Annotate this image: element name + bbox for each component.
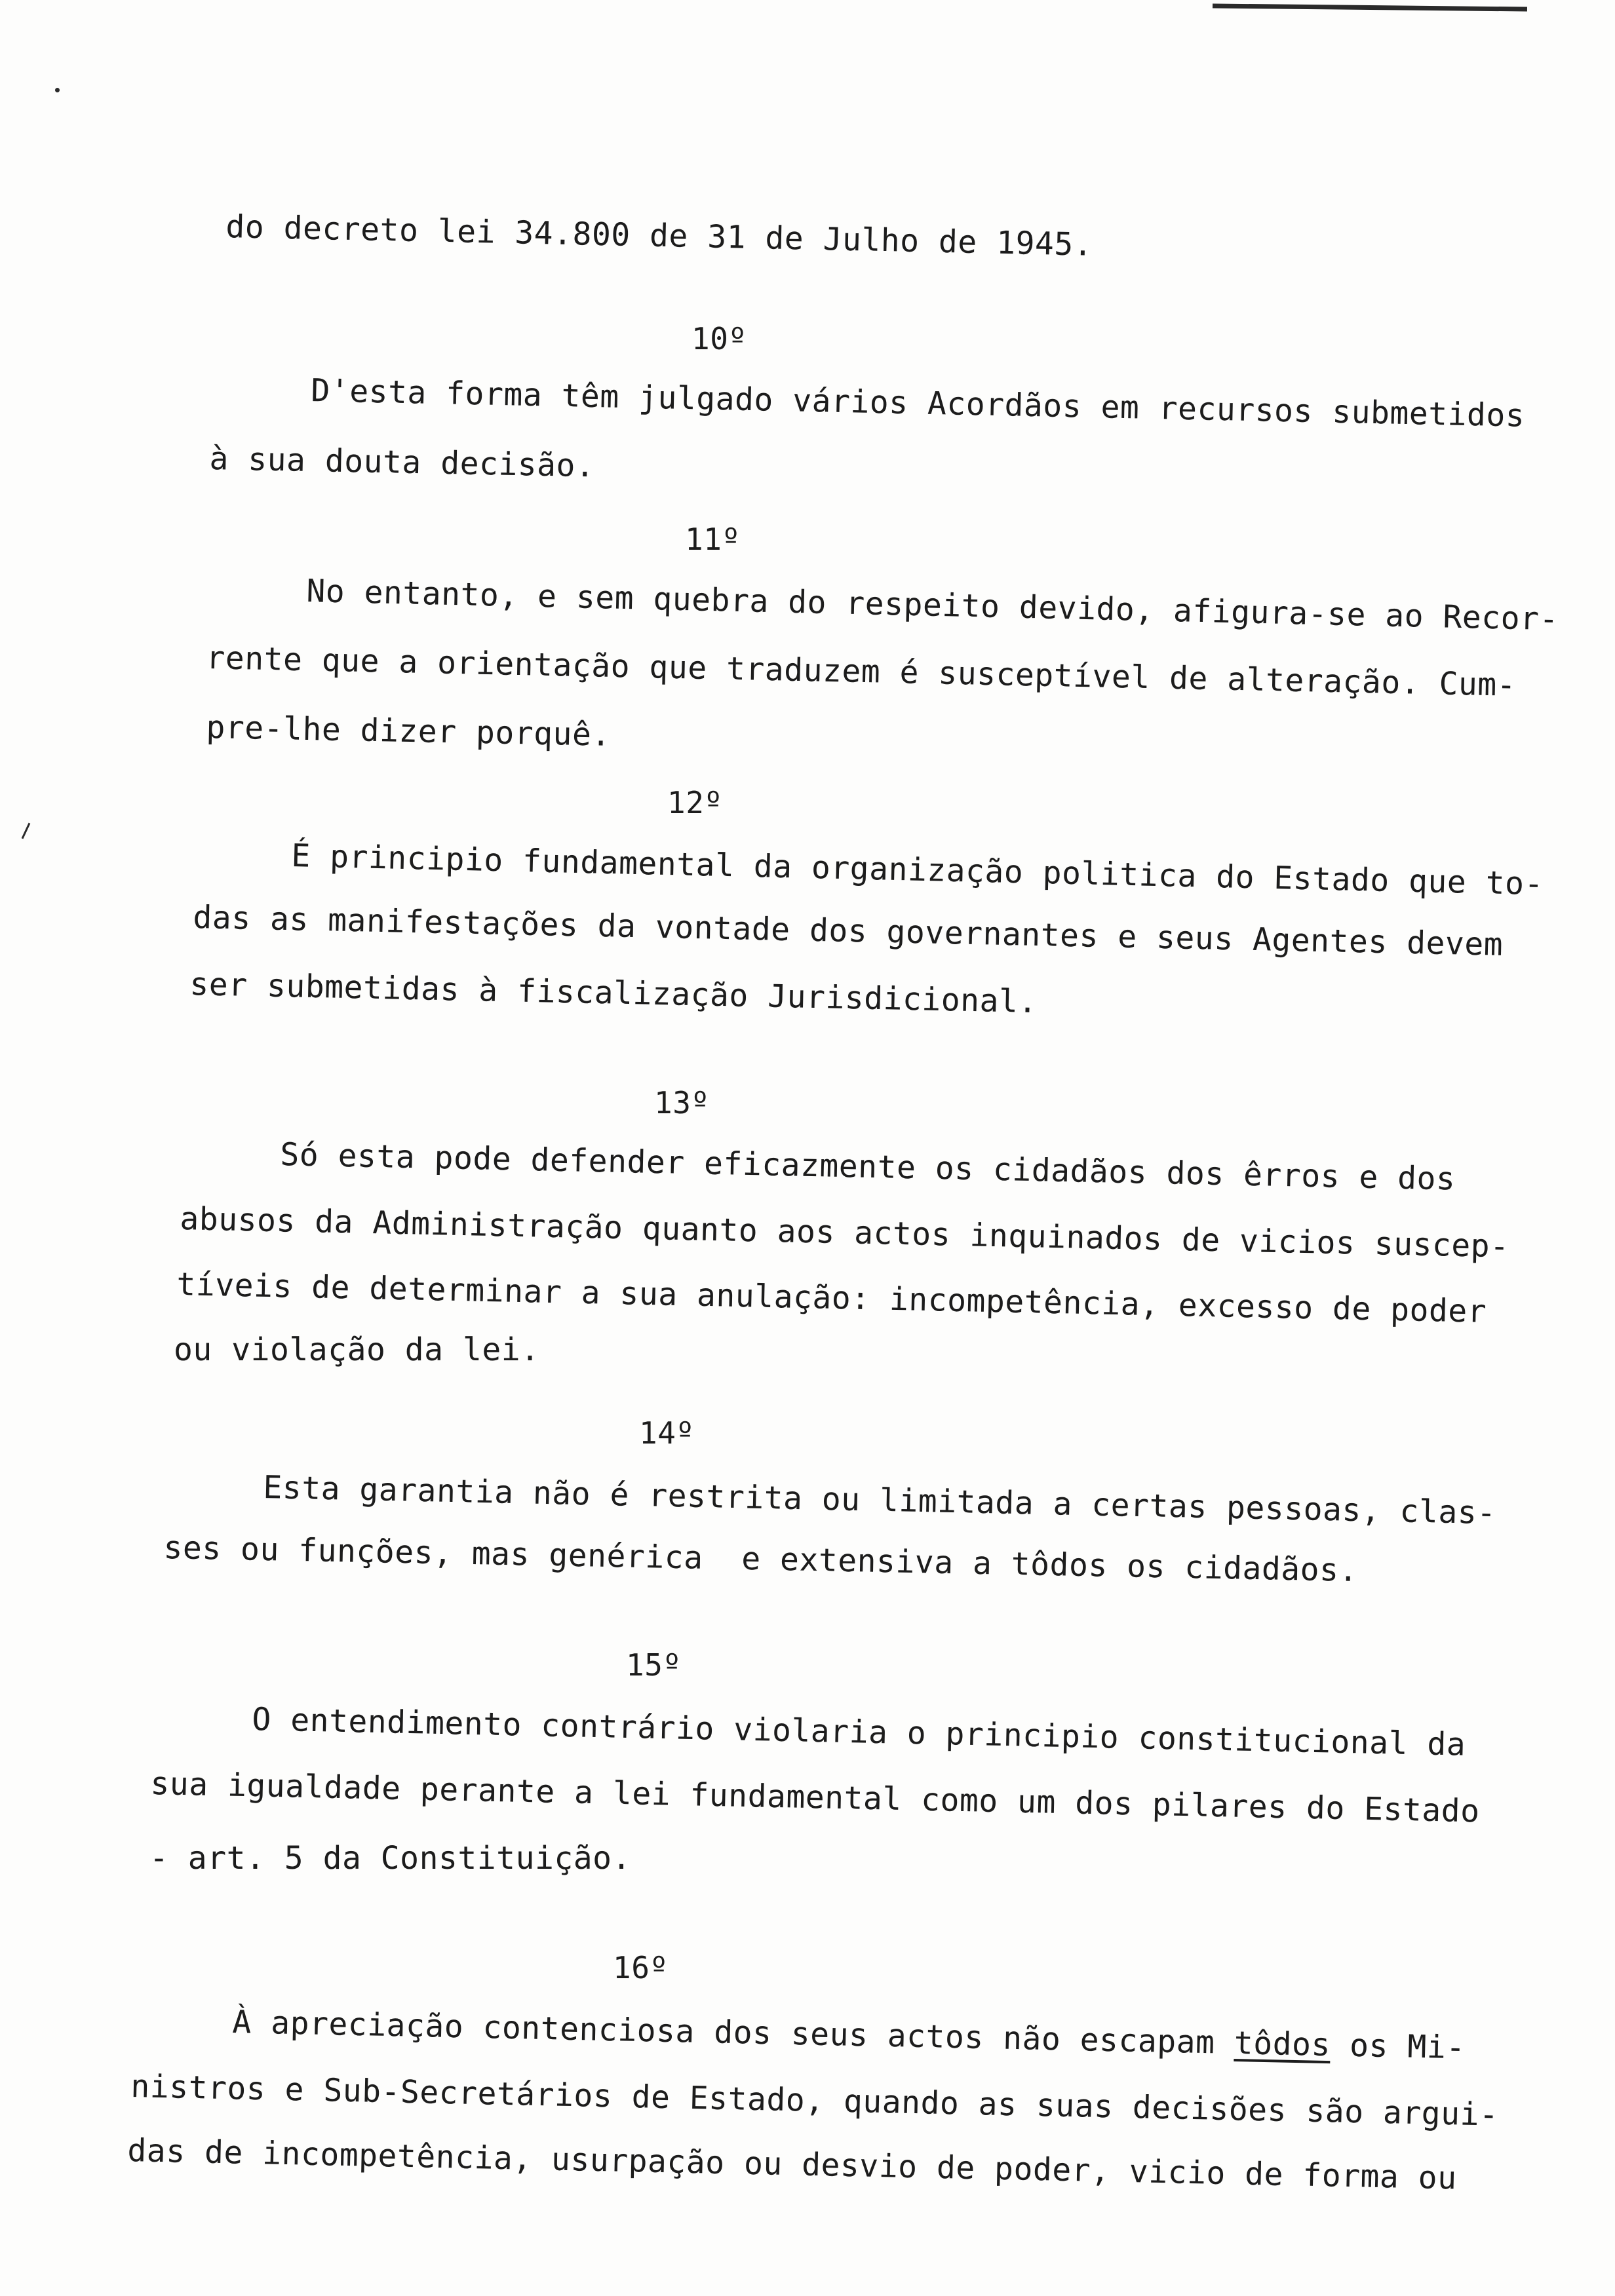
paragraph-line: - art. 5 da Constituição. xyxy=(149,1840,631,1877)
paragraph-line: Só esta pode defender eficazmente os cidadãos dos êrros e dos xyxy=(279,1136,1456,1198)
section-number: 16º xyxy=(613,1950,669,1985)
section-number: 15º xyxy=(626,1647,682,1683)
paragraph-line: rente que a orientação que traduzem é susceptível de alteração. Cum- xyxy=(205,640,1517,704)
paragraph-line: das de incompetência, usurpação ou desvio de poder, vicio de forma ou xyxy=(126,2132,1458,2197)
paragraph-line: Esta garantia não é restrita ou limitada a certas pessoas, clas- xyxy=(262,1469,1497,1532)
paragraph-line xyxy=(231,2004,1466,2067)
paragraph-line: nistros e Sub-Secretários de Estado, quando as suas decisões são argui- xyxy=(130,2068,1499,2133)
paragraph-line: O entendimento contrário violaria o principio constitucional da xyxy=(251,1701,1466,1763)
top-edge-mark xyxy=(1213,3,1527,11)
paragraph-line: D'esta forma têm julgado vários Acordãos em recursos submetidos xyxy=(310,372,1525,434)
section-number: 12º xyxy=(667,785,723,820)
paragraph-line: pre-lhe dizer porquê. xyxy=(206,709,612,754)
margin-tick xyxy=(22,823,31,839)
paragraph-line: No entanto, e sem quebra do respeito devido, afigura-se ao Recor- xyxy=(305,573,1559,638)
emphasized-word: tôdos xyxy=(1234,2025,1331,2064)
paragraph-text: os Mi- xyxy=(1330,2027,1466,2067)
paragraph-text: À apreciação contenciosa dos seus actos não escapam xyxy=(231,2004,1235,2062)
continuation-line: do decreto lei 34.800 de 31 de Julho de 1945. xyxy=(225,208,1093,263)
paragraph-line: ou violação da lei. xyxy=(174,1331,540,1368)
paragraph-line: É principio fundamental da organização politica do Estado que to- xyxy=(290,837,1544,903)
paragraph-line: sua igualdade perante a lei fundamental como um dos pilares do Estado xyxy=(149,1765,1481,1830)
paragraph-line: das as manifestações da vontade dos governantes e seus Agentes devem xyxy=(192,899,1504,963)
section-number: 10º xyxy=(691,321,747,356)
section-number: 13º xyxy=(654,1085,710,1120)
section-number: 11º xyxy=(685,522,741,557)
paragraph-line: abusos da Administração quanto aos actos inquinados de vicios suscep- xyxy=(179,1200,1510,1265)
paragraph-line: ses ou funções, mas genérica e extensiva a tôdos os cidadãos. xyxy=(163,1529,1359,1589)
margin-dot xyxy=(55,88,60,92)
paragraph-line: ser submetidas à fiscalização Jurisdicional. xyxy=(189,966,1038,1021)
section-number: 14º xyxy=(639,1415,695,1451)
paragraph-line: à sua douta decisão. xyxy=(209,440,595,485)
paragraph-line: tíveis de determinar a sua anulação: incompetência, excesso de poder xyxy=(176,1266,1487,1330)
